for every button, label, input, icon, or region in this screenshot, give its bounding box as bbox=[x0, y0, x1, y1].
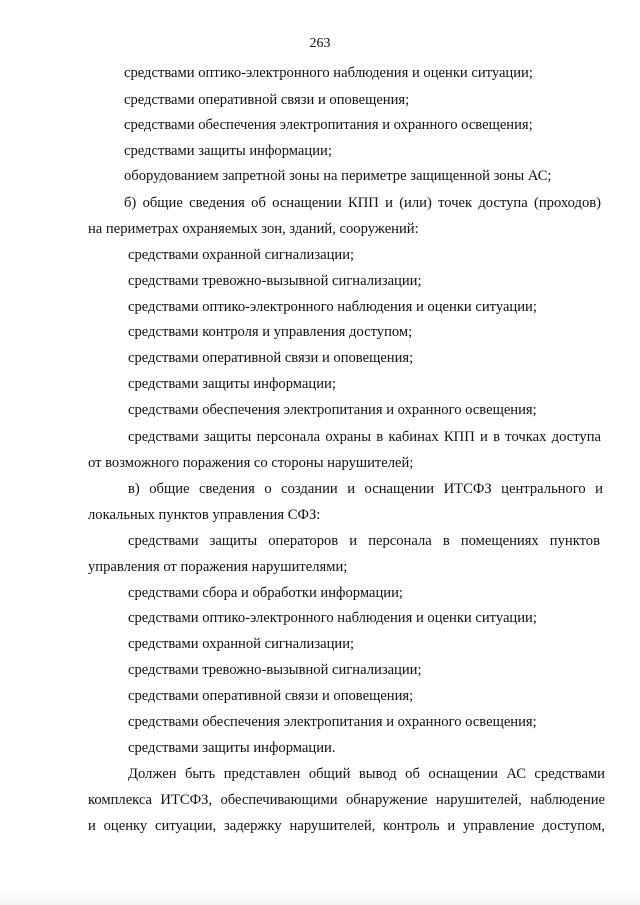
page-bottom-edge bbox=[0, 892, 640, 905]
text-line: средствами тревожно-вызывной сигнализации; bbox=[128, 273, 422, 289]
text-line: средствами сбора и обработки информации; bbox=[128, 585, 403, 601]
text-line: на периметрах охраняемых зон, зданий, сооружений: bbox=[88, 221, 419, 237]
text-line: средствами обеспечения электропитания и охранного освещения; bbox=[128, 714, 537, 730]
text-line: б) общие сведения об оснащении КПП и (или) точек доступа (проходов) bbox=[124, 195, 601, 211]
text-line: средствами охранной сигнализации; bbox=[128, 247, 355, 263]
text-line: средствами защиты персонала охраны в кабинах КПП и в точках доступа bbox=[128, 429, 601, 445]
text-line: средствами охранной сигнализации; bbox=[128, 636, 355, 652]
text-line: локальных пунктов управления СФЗ: bbox=[88, 507, 321, 523]
text-line: средствами обеспечения электропитания и охранного освещения; bbox=[128, 402, 537, 418]
text-line: комплекса ИТСФЗ, обеспечивающими обнаружение нарушителей, наблюдение bbox=[88, 792, 605, 808]
page-number: 263 bbox=[309, 36, 331, 51]
text-line: средствами защиты информации; bbox=[128, 376, 336, 392]
text-line: и оценку ситуации, задержку нарушителей, контроль и управление доступом, bbox=[88, 818, 605, 834]
text-line: оборудованием запретной зоны на периметре защищенной зоны АС; bbox=[124, 168, 552, 184]
text-line: от возможного поражения со стороны нарушителей; bbox=[88, 455, 414, 471]
text-line: средствами обеспечения электропитания и охранного освещения; bbox=[124, 117, 533, 133]
text-line: средствами оперативной связи и оповещения; bbox=[128, 688, 414, 704]
text-line: средствами оперативной связи и оповещения; bbox=[128, 350, 414, 366]
text-line: средствами оптико-электронного наблюдения и оценки ситуации; bbox=[128, 610, 537, 626]
text-line: средствами оперативной связи и оповещения; bbox=[124, 92, 410, 108]
text-line: средствами защиты информации. bbox=[128, 740, 336, 756]
text-line: средствами защиты операторов и персонала в помещениях пунктов bbox=[128, 533, 600, 549]
text-line: средствами защиты информации; bbox=[124, 143, 332, 159]
text-line: Должен быть представлен общий вывод об оснащении АС средствами bbox=[128, 766, 605, 782]
text-line: средствами оптико-электронного наблюдения и оценки ситуации; bbox=[128, 299, 537, 315]
text-line: управления от поражения нарушителями; bbox=[88, 559, 348, 575]
text-line: средствами тревожно-вызывной сигнализации; bbox=[128, 662, 422, 678]
text-line: средствами контроля и управления доступом; bbox=[128, 324, 413, 340]
text-line: в) общие сведения о создании и оснащении ИТСФЗ центрального и bbox=[128, 481, 603, 497]
text-line: средствами оптико-электронного наблюдения и оценки ситуации; bbox=[124, 65, 533, 81]
